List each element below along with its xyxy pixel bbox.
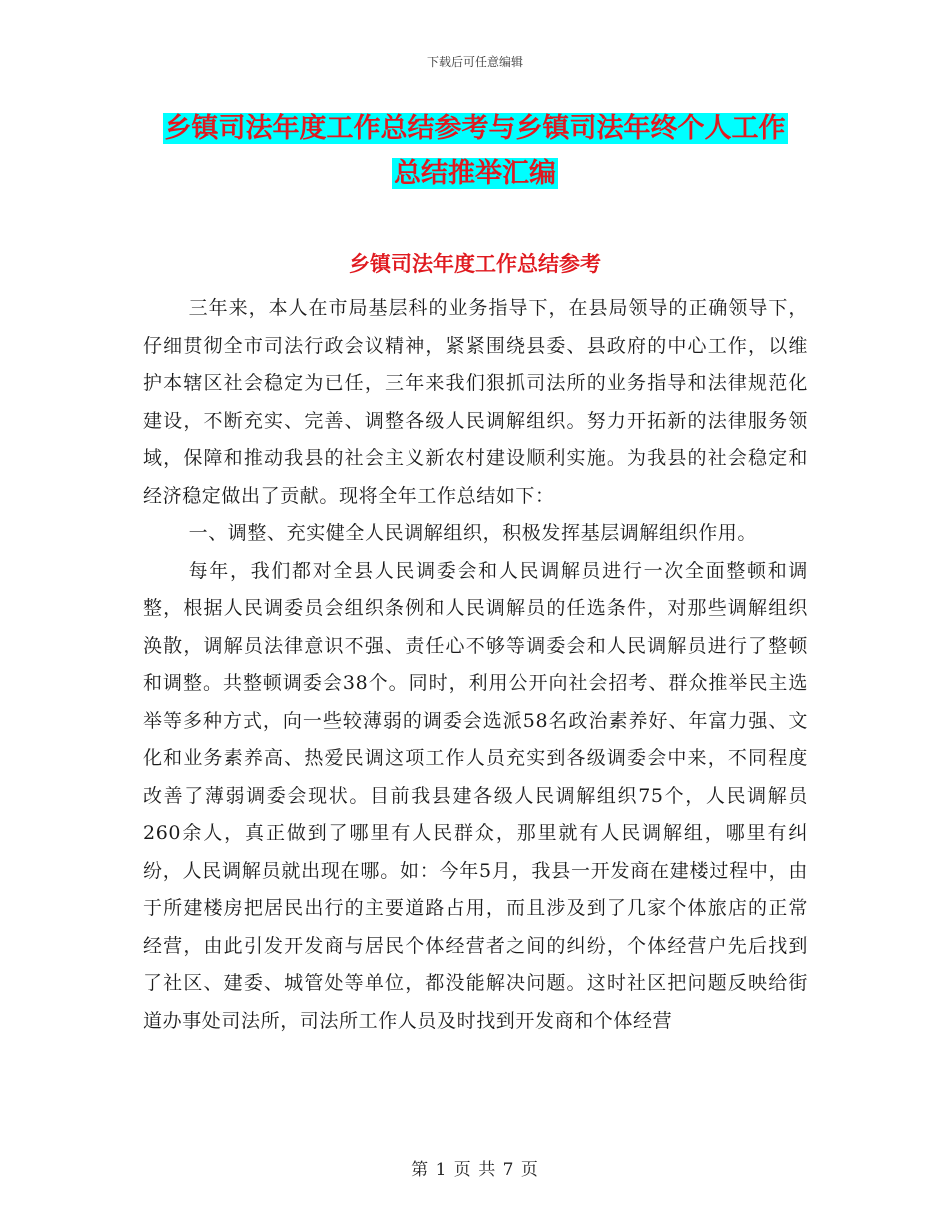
- document-title-line-2: [0, 155, 950, 193]
- paragraph: 三年来，本人在市局基层科的业务指导下，在县局领导的正确领导下，仔细贯彻全市司法行政会议精神，紧紧围绕县委、县政府的中心工作，以维护本辖区社会稳定为已任，三年来我们狠抓司法所的业务指导和法律规范化建设，不断充实、完善、调整各级人民调解组织。努力开拓新的法律服务领域，保障和推动我县的社会主义新农村建设顺利实施。为我县的社会稳定和经济稳定做出了贡献。现将全年工作总结如下：: [143, 297, 808, 507]
- paragraph: 一、调整、充实健全人民调解组织，积极发挥基层调解组织作用。: [188, 522, 757, 544]
- header-note: 下载后可任意编辑: [426, 55, 523, 69]
- title-line-1-text: 乡镇司法年度工作总结参考与乡镇司法年终个人工作: [164, 113, 786, 144]
- document-body: [143, 290, 808, 1040]
- page-number-footer: 第 1 页 共 7 页: [411, 1160, 539, 1180]
- section-title: 乡镇司法年度工作总结参考: [349, 252, 601, 276]
- paragraph: 每年，我们都对全县人民调委会和人民调解员进行一次全面整顿和调整，根据人民调委员会组织条例和人民调解员的任选条件，对那些调解组织涣散，调解员法律意识不强、责任心不够等调委会和人民调解员进行了整顿和调整。共整顿调委会38个。同时，利用公开向社会招考、群众推举民主选举等多种方式，向一些较薄弱的调委会选派58名政治素养好、年富力强、文化和业务素养高、热爱民调这项工作人员充实到各级调委会中来，不同程度改善了薄弱调委会现状。目前我县建各级人民调解组织75个，人民调解员260余人，真正做到了哪里有人民群众，那里就有人民调解组，哪里有纠纷，人民调解员就出现在哪。如：今年5月，我县一开发商在建楼过程中，由于所建楼房把居民出行的主要道路占用，而且涉及到了几家个体旅店的正常经营，由此引发开发商与居民个体经营者之间的纠纷，个体经营户先后找到了社区、建委、城管处等单位，都没能解决问题。这时社区把问题反映给街道办事处司法所，司法所工作人员及时找到开发商和个体经营: [143, 559, 808, 1032]
- document-title-line-1: [0, 110, 950, 148]
- title-line-2-text: 总结推举汇编: [394, 158, 556, 189]
